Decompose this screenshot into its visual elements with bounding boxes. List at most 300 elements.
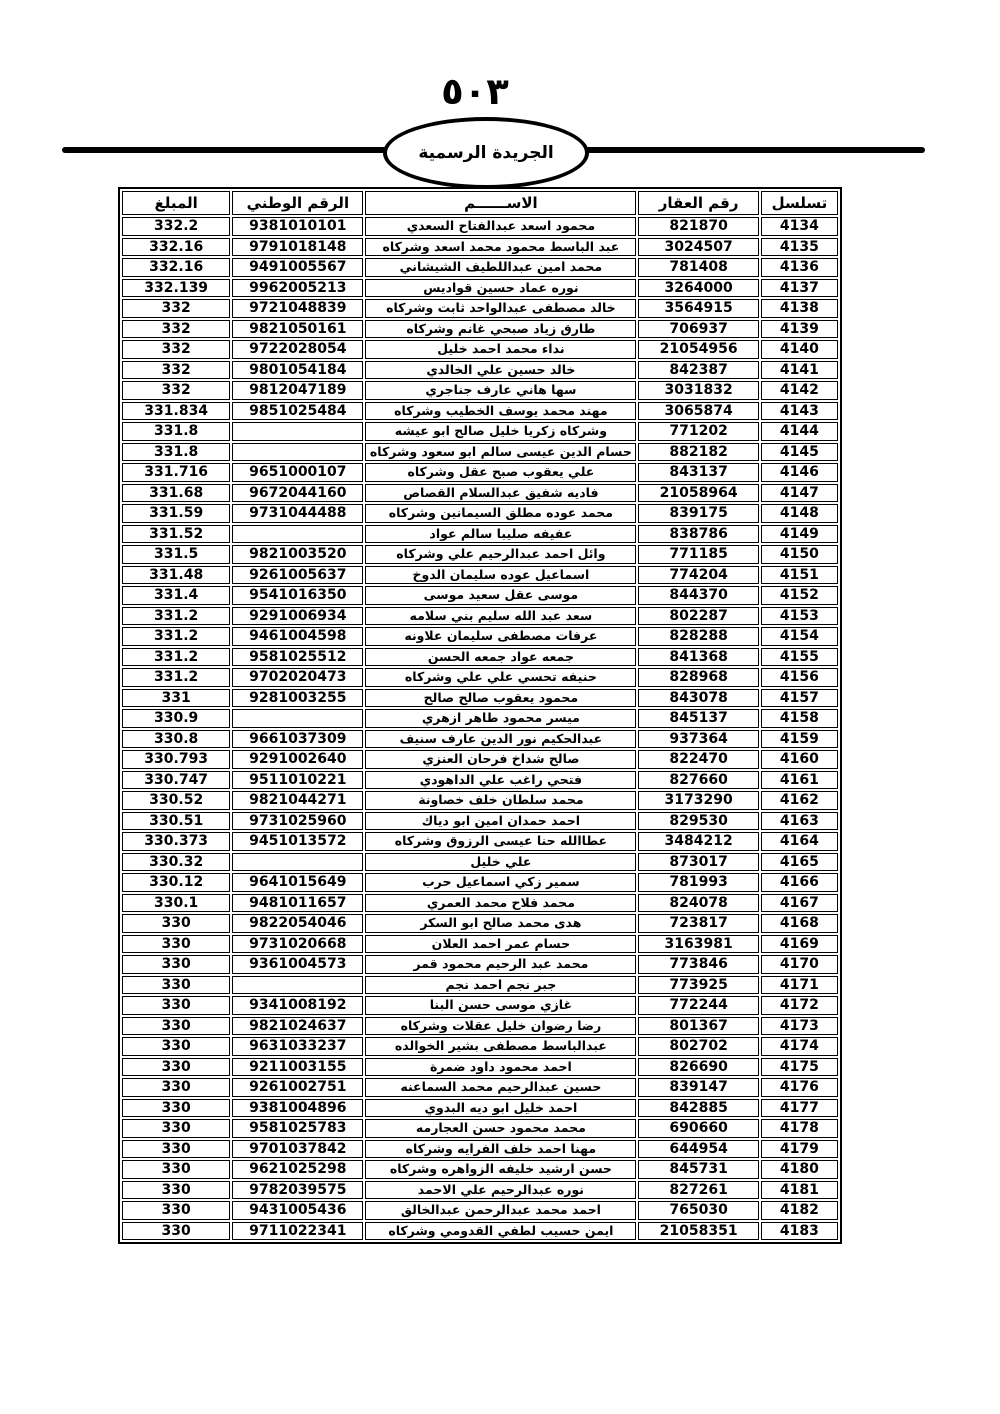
cell-national-id: 9822054046 (232, 914, 363, 933)
cell-serial: 4147 (761, 484, 838, 503)
cell-amount: 330.793 (122, 750, 230, 769)
cell-serial: 4183 (761, 1222, 838, 1241)
cell-serial: 4145 (761, 443, 838, 462)
cell-property-number: 3065874 (638, 402, 758, 421)
cell-serial: 4176 (761, 1078, 838, 1097)
cell-amount: 330 (122, 1222, 230, 1241)
table-row (122, 730, 838, 749)
cell-property-number: 802287 (638, 607, 758, 626)
cell-national-id: 9851025484 (232, 402, 363, 421)
cell-national-id: 9431005436 (232, 1201, 363, 1220)
cell-national-id: 9661037309 (232, 730, 363, 749)
table-row (122, 607, 838, 626)
cell-amount: 332.16 (122, 258, 230, 277)
cell-property-number: 773925 (638, 976, 758, 995)
cell-amount: 331 (122, 689, 230, 708)
col-header-national-id: الرقم الوطني (232, 191, 363, 215)
cell-name: عبدالباسط مصطفى بشير الخوالده (365, 1037, 636, 1056)
cell-national-id: 9381004896 (232, 1099, 363, 1118)
table-row (122, 279, 838, 298)
cell-property-number: 706937 (638, 320, 758, 339)
cell-amount: 332.2 (122, 217, 230, 236)
col-header-property-number: رقم العقار (638, 191, 758, 215)
table-row (122, 832, 838, 851)
cell-name: محمد فلاح محمد العمري (365, 894, 636, 913)
cell-property-number: 21058351 (638, 1222, 758, 1241)
cell-name: حسين عبدالرحيم محمد السماعنه (365, 1078, 636, 1097)
cell-serial: 4166 (761, 873, 838, 892)
cell-national-id: 9812047189 (232, 381, 363, 400)
cell-name: نداء محمد احمد خليل (365, 340, 636, 359)
cell-property-number: 826690 (638, 1058, 758, 1077)
cell-name: اسماعيل عوده سليمان الدوخ (365, 566, 636, 585)
cell-property-number: 828968 (638, 668, 758, 687)
cell-amount: 330 (122, 1119, 230, 1138)
cell-serial: 4161 (761, 771, 838, 790)
cell-national-id: 9341008192 (232, 996, 363, 1015)
cell-amount: 330.9 (122, 709, 230, 728)
cell-amount: 330.747 (122, 771, 230, 790)
cell-serial: 4163 (761, 812, 838, 831)
cell-serial: 4137 (761, 279, 838, 298)
cell-name: خالد حسين علي الخالدي (365, 361, 636, 380)
cell-national-id: 9621025298 (232, 1160, 363, 1179)
cell-property-number: 3163981 (638, 935, 758, 954)
cell-national-id: 9711022341 (232, 1222, 363, 1241)
cell-name: محمود اسعد عبدالفتاح السعدي (365, 217, 636, 236)
table-row (122, 1037, 838, 1056)
cell-national-id: 9731025960 (232, 812, 363, 831)
cell-serial: 4164 (761, 832, 838, 851)
cell-national-id: 9722028054 (232, 340, 363, 359)
cell-name: محمد عوده مطلق السيمانين وشركاه (365, 504, 636, 523)
cell-amount: 330 (122, 1201, 230, 1220)
cell-property-number: 829530 (638, 812, 758, 831)
table-row (122, 709, 838, 728)
cell-property-number: 774204 (638, 566, 758, 585)
cell-name: طارق زياد صبحي غانم وشركاه (365, 320, 636, 339)
table-row (122, 955, 838, 974)
table-row (122, 914, 838, 933)
table-row (122, 340, 838, 359)
cell-amount: 330 (122, 976, 230, 995)
cell-amount: 330 (122, 914, 230, 933)
cell-amount: 332.139 (122, 279, 230, 298)
cell-serial: 4159 (761, 730, 838, 749)
cell-amount: 330 (122, 996, 230, 1015)
cell-amount: 330 (122, 1140, 230, 1159)
cell-amount: 330.52 (122, 791, 230, 810)
table-row (122, 566, 838, 585)
cell-national-id: 9631033237 (232, 1037, 363, 1056)
cell-serial: 4152 (761, 586, 838, 605)
table-row (122, 217, 838, 236)
table-row (122, 627, 838, 646)
cell-property-number: 3264000 (638, 279, 758, 298)
cell-national-id: 9361004573 (232, 955, 363, 974)
cell-amount: 330 (122, 955, 230, 974)
cell-amount: 332 (122, 361, 230, 380)
cell-serial: 4150 (761, 545, 838, 564)
cell-amount: 331.59 (122, 504, 230, 523)
cell-property-number: 844370 (638, 586, 758, 605)
cell-national-id: 9782039575 (232, 1181, 363, 1200)
table-row (122, 1078, 838, 1097)
cell-national-id: 9381010101 (232, 217, 363, 236)
cell-name: فتحي راغب علي الداهودي (365, 771, 636, 790)
cell-serial: 4144 (761, 422, 838, 441)
table-row (122, 1160, 838, 1179)
cell-property-number: 842387 (638, 361, 758, 380)
cell-serial: 4148 (761, 504, 838, 523)
cell-serial: 4174 (761, 1037, 838, 1056)
cell-national-id: 9211003155 (232, 1058, 363, 1077)
cell-national-id: 9672044160 (232, 484, 363, 503)
cell-name: ايمن حسيب لطفي القدومي وشركاه (365, 1222, 636, 1241)
cell-national-id: 9261005637 (232, 566, 363, 585)
cell-national-id: 9451013572 (232, 832, 363, 851)
cell-serial: 4179 (761, 1140, 838, 1159)
cell-serial: 4181 (761, 1181, 838, 1200)
cell-name: علي يعقوب صبح عقل وشركاه (365, 463, 636, 482)
cell-property-number: 644954 (638, 1140, 758, 1159)
cell-serial: 4177 (761, 1099, 838, 1118)
cell-name: ميسر محمود طاهر ازهري (365, 709, 636, 728)
cell-amount: 330.373 (122, 832, 230, 851)
cell-serial: 4180 (761, 1160, 838, 1179)
cell-national-id: 9701037842 (232, 1140, 363, 1159)
cell-serial: 4151 (761, 566, 838, 585)
cell-name: خالد مصطفى عبدالواحد ثابت وشركاه (365, 299, 636, 318)
table-row (122, 422, 838, 441)
cell-name: محمد امين عبداللطيف الشيشاني (365, 258, 636, 277)
cell-name: عبدالحكيم نور الدين عارف سنيف (365, 730, 636, 749)
cell-name: فاديه شفيق عبدالسلام القصاص (365, 484, 636, 503)
cell-amount: 330.12 (122, 873, 230, 892)
table-row (122, 935, 838, 954)
cell-serial: 4155 (761, 648, 838, 667)
cell-national-id: 9261002751 (232, 1078, 363, 1097)
cell-amount: 331.2 (122, 668, 230, 687)
table-row (122, 812, 838, 831)
cell-serial: 4134 (761, 217, 838, 236)
cell-national-id: 9281003255 (232, 689, 363, 708)
cell-national-id: 9651000107 (232, 463, 363, 482)
cell-national-id: 9791018148 (232, 238, 363, 257)
cell-serial: 4149 (761, 525, 838, 544)
cell-amount: 332 (122, 299, 230, 318)
cell-property-number: 827261 (638, 1181, 758, 1200)
cell-national-id: 9581025512 (232, 648, 363, 667)
cell-amount: 331.834 (122, 402, 230, 421)
cell-property-number: 843137 (638, 463, 758, 482)
table-header-row (122, 191, 838, 215)
cell-national-id: 9511010221 (232, 771, 363, 790)
cell-property-number: 882182 (638, 443, 758, 462)
table-row (122, 299, 838, 318)
cell-amount: 332 (122, 320, 230, 339)
cell-name: احمد خليل ابو ديه البدوي (365, 1099, 636, 1118)
cell-amount: 331.716 (122, 463, 230, 482)
cell-national-id: 9541016350 (232, 586, 363, 605)
table-row (122, 381, 838, 400)
cell-amount: 331.48 (122, 566, 230, 585)
cell-property-number: 845731 (638, 1160, 758, 1179)
cell-serial: 4162 (761, 791, 838, 810)
cell-serial: 4170 (761, 955, 838, 974)
cell-name: مهنا احمد خلف الفرايه وشركاه (365, 1140, 636, 1159)
cell-national-id: 9821050161 (232, 320, 363, 339)
cell-national-id (232, 853, 363, 872)
cell-national-id: 9481011657 (232, 894, 363, 913)
cell-amount: 330.51 (122, 812, 230, 831)
cell-name: هدى محمد صالح ابو السكر (365, 914, 636, 933)
cell-property-number: 3173290 (638, 791, 758, 810)
cell-property-number: 839175 (638, 504, 758, 523)
cell-property-number: 873017 (638, 853, 758, 872)
cell-name: موسى عقل سعيد موسى (365, 586, 636, 605)
table-row (122, 504, 838, 523)
cell-property-number: 843078 (638, 689, 758, 708)
cell-name: حسام عمر احمد العلان (365, 935, 636, 954)
cell-amount: 331.2 (122, 648, 230, 667)
page-number: ٥٠٣ (441, 70, 509, 113)
cell-national-id: 9581025783 (232, 1119, 363, 1138)
cell-national-id: 9641015649 (232, 873, 363, 892)
cell-property-number: 839147 (638, 1078, 758, 1097)
cell-name: سها هاني عارف جناجري (365, 381, 636, 400)
cell-name: عطاالله حنا عيسى الرزوق وشركاه (365, 832, 636, 851)
table-row (122, 525, 838, 544)
cell-property-number: 838786 (638, 525, 758, 544)
cell-amount: 331.8 (122, 443, 230, 462)
cell-property-number: 937364 (638, 730, 758, 749)
cell-serial: 4136 (761, 258, 838, 277)
cell-serial: 4165 (761, 853, 838, 872)
table-row (122, 771, 838, 790)
cell-name: حنيفه تحسي علي علي وشركاه (365, 668, 636, 687)
table-row (122, 1017, 838, 1036)
col-header-amount: المبلغ (122, 191, 230, 215)
cell-property-number: 828288 (638, 627, 758, 646)
cell-serial: 4135 (761, 238, 838, 257)
table-row (122, 545, 838, 564)
gazette-banner-label: الجريدة الرسمية (418, 143, 554, 163)
table-row (122, 894, 838, 913)
cell-property-number: 21054956 (638, 340, 758, 359)
cell-property-number: 781993 (638, 873, 758, 892)
cell-serial: 4139 (761, 320, 838, 339)
cell-amount: 332.16 (122, 238, 230, 257)
table-row (122, 361, 838, 380)
cell-national-id (232, 976, 363, 995)
table-row (122, 238, 838, 257)
cell-property-number: 781408 (638, 258, 758, 277)
table-row (122, 1140, 838, 1159)
cell-name: احمد حمدان امين ابو دياك (365, 812, 636, 831)
cell-property-number: 723817 (638, 914, 758, 933)
cell-amount: 330.32 (122, 853, 230, 872)
cell-national-id: 9821003520 (232, 545, 363, 564)
cell-property-number: 3031832 (638, 381, 758, 400)
cell-amount: 330 (122, 1017, 230, 1036)
table-row (122, 402, 838, 421)
cell-serial: 4167 (761, 894, 838, 913)
cell-national-id (232, 525, 363, 544)
cell-amount: 330 (122, 1078, 230, 1097)
cell-property-number: 801367 (638, 1017, 758, 1036)
cell-amount: 330 (122, 1181, 230, 1200)
cell-name: سعد عبد الله سليم بني سلامه (365, 607, 636, 626)
table-row (122, 689, 838, 708)
cell-amount: 330.1 (122, 894, 230, 913)
cell-name: وشركاه زكريا خليل صالح ابو عيشه (365, 422, 636, 441)
table-row (122, 873, 838, 892)
cell-amount: 331.52 (122, 525, 230, 544)
cell-property-number: 773846 (638, 955, 758, 974)
cell-serial: 4173 (761, 1017, 838, 1036)
cell-property-number: 845137 (638, 709, 758, 728)
cell-name: علي خليل (365, 853, 636, 872)
cell-name: عرفات مصطفى سليمان علاونه (365, 627, 636, 646)
table-row (122, 1222, 838, 1241)
cell-amount: 332 (122, 340, 230, 359)
cell-national-id: 9821024637 (232, 1017, 363, 1036)
cell-name: مهند محمد يوسف الخطيب وشركاه (365, 402, 636, 421)
cell-name: نوره عبدالرحيم علي الاحمد (365, 1181, 636, 1200)
table-row (122, 996, 838, 1015)
cell-name: رضا رضوان خليل عقلات وشركاه (365, 1017, 636, 1036)
cell-amount: 330 (122, 1037, 230, 1056)
cell-national-id: 9291002640 (232, 750, 363, 769)
cell-name: محمد محمود حسن العجارمه (365, 1119, 636, 1138)
cell-national-id: 9702020473 (232, 668, 363, 687)
table-row (122, 586, 838, 605)
cell-property-number: 3484212 (638, 832, 758, 851)
cell-amount: 331.2 (122, 627, 230, 646)
cell-serial: 4175 (761, 1058, 838, 1077)
cell-serial: 4168 (761, 914, 838, 933)
cell-name: حسام الدين عيسى سالم ابو سعود وشركاه (365, 443, 636, 462)
cell-property-number: 842885 (638, 1099, 758, 1118)
cell-property-number: 827660 (638, 771, 758, 790)
cell-serial: 4154 (761, 627, 838, 646)
cell-name: محمد سلطان خلف خصاونة (365, 791, 636, 810)
cell-name: غازي موسى حسن البنا (365, 996, 636, 1015)
cell-amount: 331.68 (122, 484, 230, 503)
cell-amount: 331.5 (122, 545, 230, 564)
table-row (122, 463, 838, 482)
cell-serial: 4171 (761, 976, 838, 995)
cell-serial: 4141 (761, 361, 838, 380)
cell-serial: 4172 (761, 996, 838, 1015)
cell-amount: 331.8 (122, 422, 230, 441)
table-row (122, 484, 838, 503)
cell-amount: 330 (122, 1160, 230, 1179)
table-row (122, 258, 838, 277)
cell-serial: 4157 (761, 689, 838, 708)
cell-amount: 330 (122, 1058, 230, 1077)
cell-serial: 4156 (761, 668, 838, 687)
cell-property-number: 771202 (638, 422, 758, 441)
cell-amount: 330.8 (122, 730, 230, 749)
cell-name: جمعه عواد جمعه الحسن (365, 648, 636, 667)
cell-name: نوره عماد حسين قواديس (365, 279, 636, 298)
cell-name: محمد عبد الرحيم محمود قمر (365, 955, 636, 974)
col-header-name: الاســــــم (365, 191, 636, 215)
table-row (122, 1119, 838, 1138)
cell-property-number: 824078 (638, 894, 758, 913)
cell-amount: 332 (122, 381, 230, 400)
cell-serial: 4140 (761, 340, 838, 359)
cell-property-number: 821870 (638, 217, 758, 236)
col-header-serial: تسلسل (761, 191, 838, 215)
table-row (122, 443, 838, 462)
cell-serial: 4153 (761, 607, 838, 626)
cell-national-id: 9821044271 (232, 791, 363, 810)
table-row (122, 750, 838, 769)
cell-name: عفيفه صليبا سالم عواد (365, 525, 636, 544)
cell-name: حسن ارشيد خليفه الزواهره وشركاه (365, 1160, 636, 1179)
cell-property-number: 3564915 (638, 299, 758, 318)
cell-amount: 330 (122, 935, 230, 954)
cell-name: جبر نجم احمد نجم (365, 976, 636, 995)
cell-name: احمد محمد عبدالرحمن عبدالخالق (365, 1201, 636, 1220)
cell-property-number: 765030 (638, 1201, 758, 1220)
cell-national-id: 9731044488 (232, 504, 363, 523)
cell-name: احمد محمود داود ضمرة (365, 1058, 636, 1077)
table-row (122, 1181, 838, 1200)
cell-national-id: 9291006934 (232, 607, 363, 626)
cell-serial: 4169 (761, 935, 838, 954)
cell-national-id: 9461004598 (232, 627, 363, 646)
table-row (122, 1058, 838, 1077)
table-row (122, 976, 838, 995)
cell-property-number: 822470 (638, 750, 758, 769)
cell-national-id: 9491005567 (232, 258, 363, 277)
cell-serial: 4158 (761, 709, 838, 728)
cell-name: سمير زكي اسماعيل حرب (365, 873, 636, 892)
cell-amount: 331.4 (122, 586, 230, 605)
cell-name: محمود يعقوب صالح صالح (365, 689, 636, 708)
cell-national-id: 9721048839 (232, 299, 363, 318)
table-row (122, 320, 838, 339)
table-body (122, 217, 838, 1240)
cell-property-number: 802702 (638, 1037, 758, 1056)
cell-amount: 331.2 (122, 607, 230, 626)
gazette-banner (383, 117, 589, 189)
cell-amount: 330 (122, 1099, 230, 1118)
cell-national-id (232, 422, 363, 441)
cell-property-number: 690660 (638, 1119, 758, 1138)
table-row (122, 791, 838, 810)
table-row (122, 853, 838, 872)
cell-serial: 4146 (761, 463, 838, 482)
cell-serial: 4143 (761, 402, 838, 421)
cell-serial: 4178 (761, 1119, 838, 1138)
cell-name: عبد الباسط محمود محمد اسعد وشركاه (365, 238, 636, 257)
cell-name: وائل احمد عبدالرحيم علي وشركاه (365, 545, 636, 564)
table-row (122, 668, 838, 687)
cell-national-id: 9801054184 (232, 361, 363, 380)
cell-serial: 4182 (761, 1201, 838, 1220)
table-row (122, 1099, 838, 1118)
cell-property-number: 772244 (638, 996, 758, 1015)
cell-national-id (232, 443, 363, 462)
cell-name: صالح شداخ فرحان العنزي (365, 750, 636, 769)
cell-serial: 4142 (761, 381, 838, 400)
cell-property-number: 841368 (638, 648, 758, 667)
